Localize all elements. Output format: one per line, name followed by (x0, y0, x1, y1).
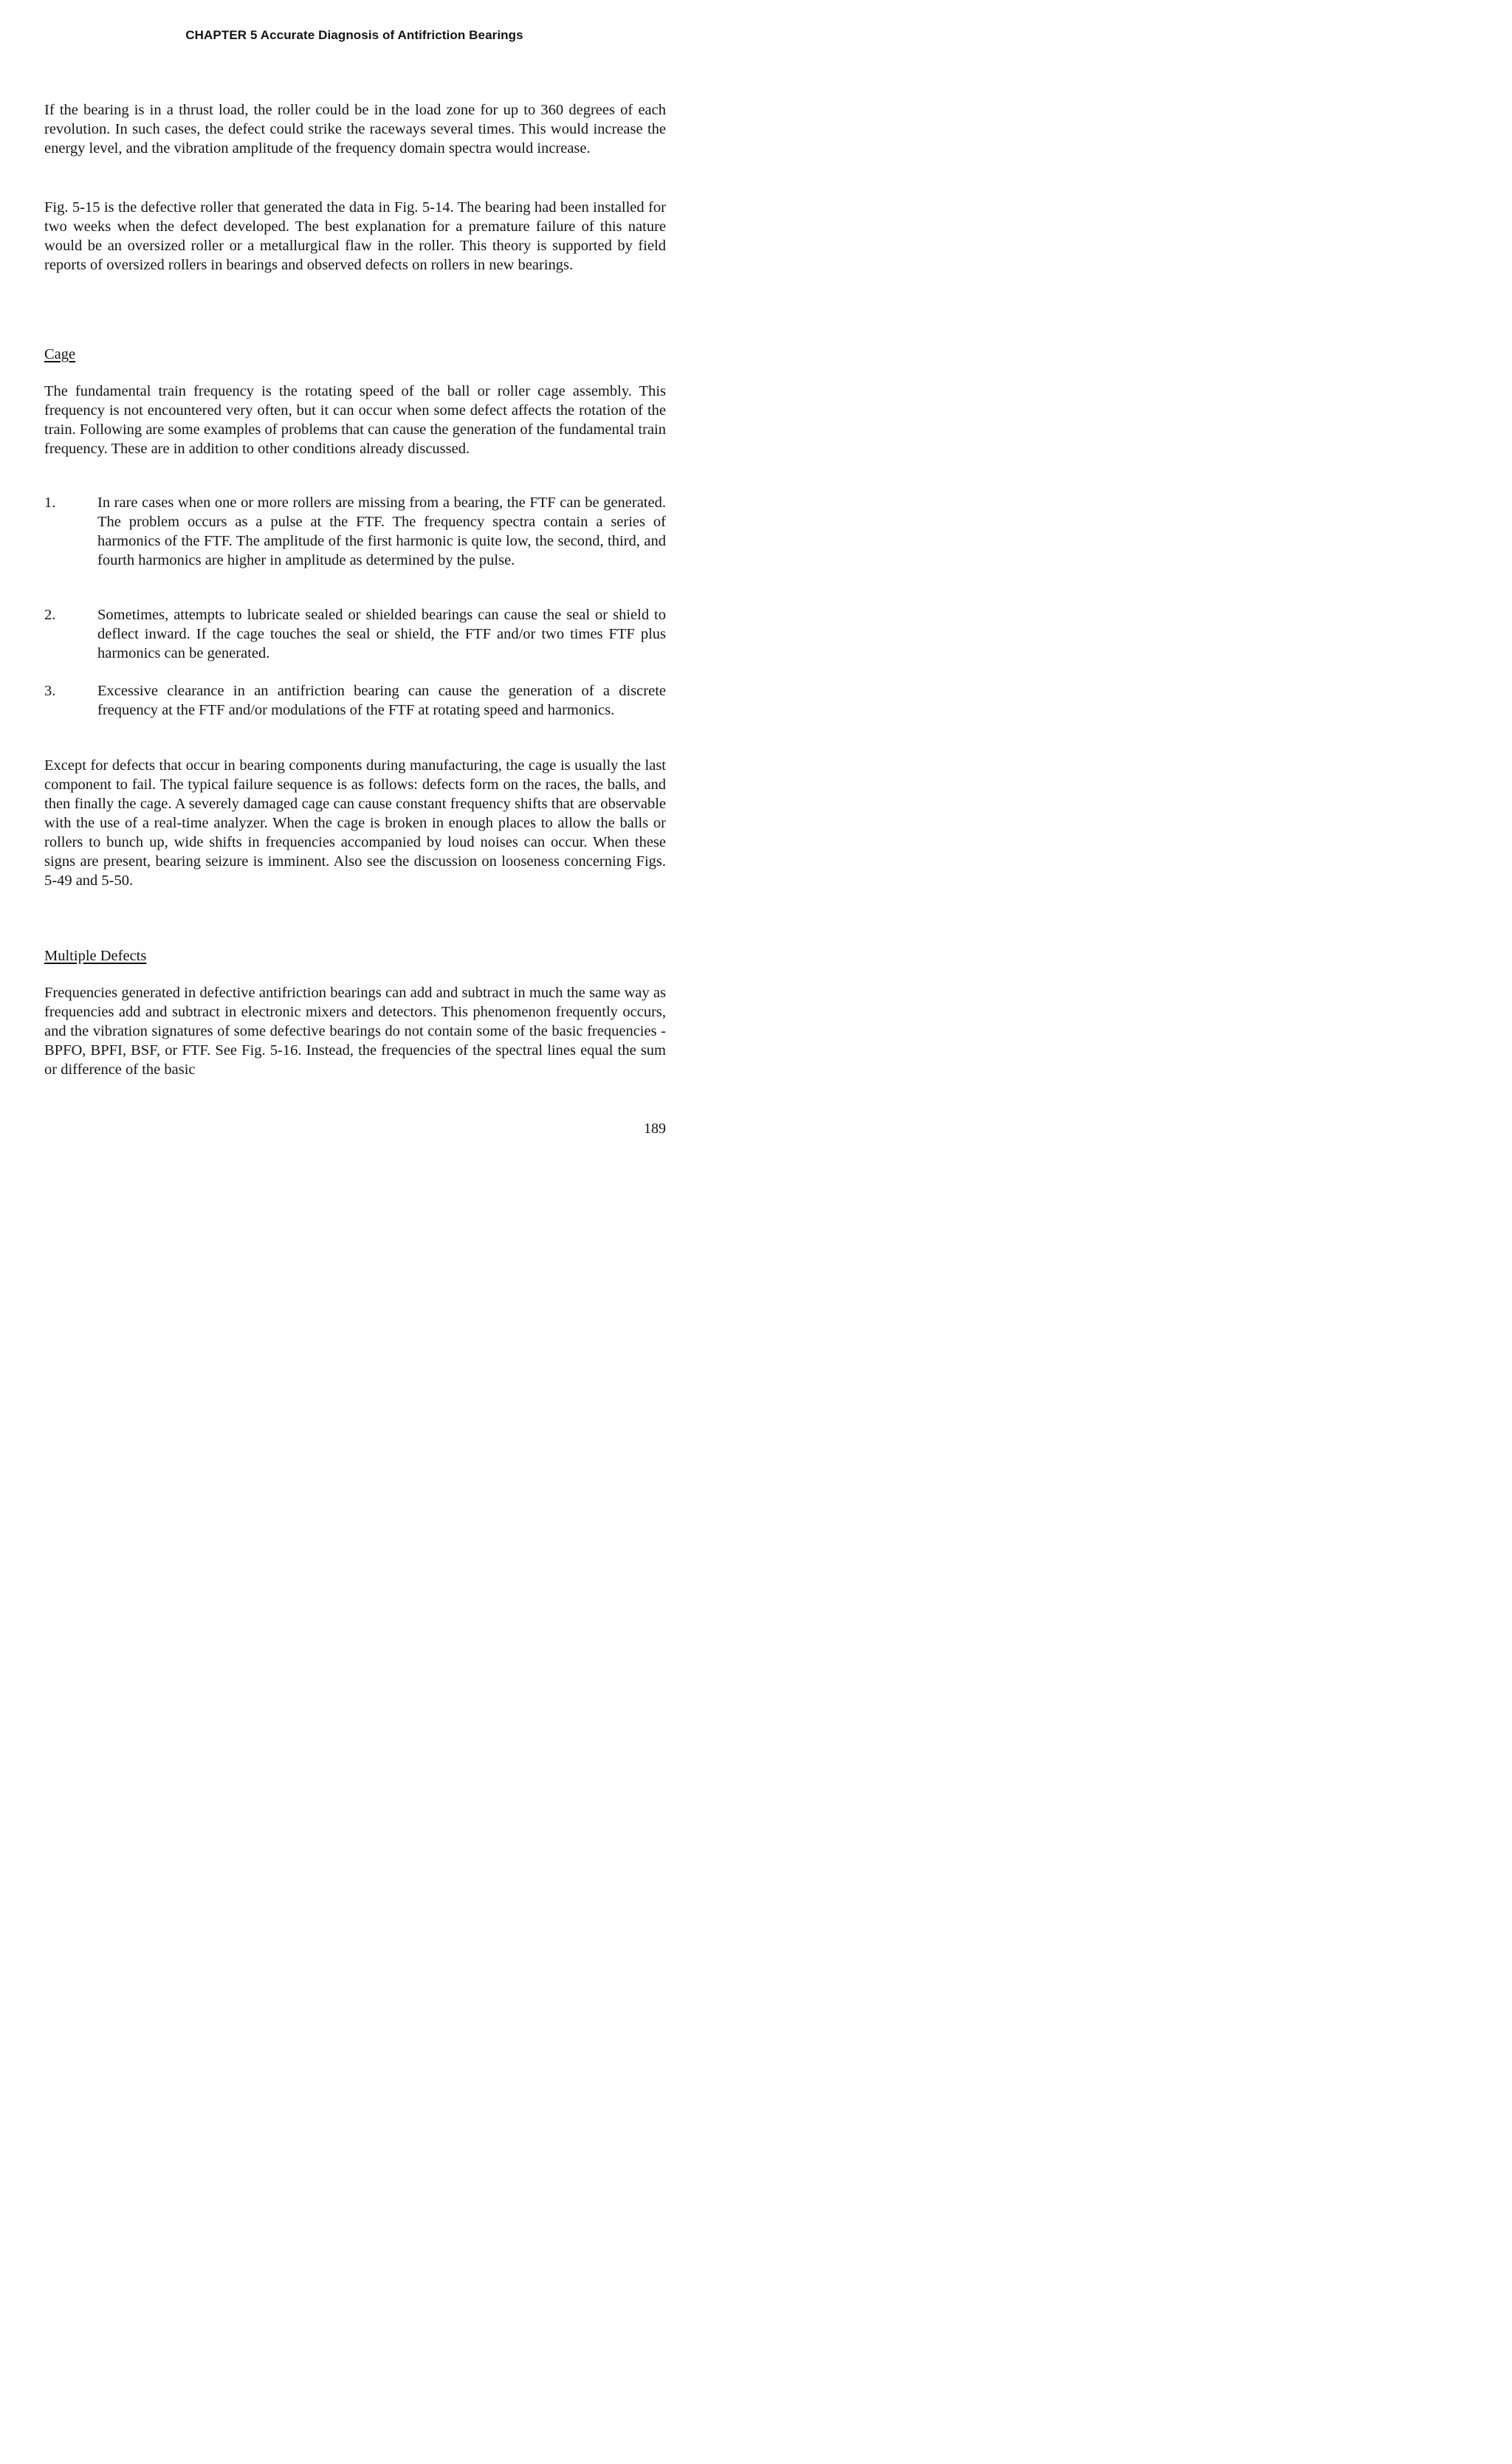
paragraph-defective-roller: Fig. 5-15 is the defective roller that generated the data in Fig. 5-14. The bearing had been installed for two weeks when the defect developed. The best explanation for a premature failure of this nature would be an oversized roller or a metallurgical flaw in the roller. This theory is supported by field reports of oversized rollers in bearings and observed defects on rollers in new bearings. (44, 199, 666, 273)
list-item (44, 493, 666, 570)
list-item-number: 1. (44, 495, 56, 511)
running-header: CHAPTER 5 Accurate Diagnosis of Antifriction Bearings (185, 28, 523, 42)
list-item (44, 605, 666, 663)
paragraph-cage-intro: The fundamental train frequency is the rotating speed of the ball or roller cage assembly. This frequency is not encountered very often, but it can occur when some defect affects the rotation of the train. Following are some examples of problems that can cause the generation of the fundamental train frequency. These are in addition to other conditions already discussed. (44, 383, 666, 457)
paragraph-multiple-defects: Frequencies generated in defective antifriction bearings can add and subtract in much the same way as frequencies add and subtract in electronic mixers and detectors. This phenomenon frequently occurs, and the vibration signatures of some defective bearings do not contain some of the basic frequencies - BPFO, BPFI, BSF, or FTF. See Fig. 5-16. Instead, the frequencies of the spectral lines equal the sum or difference of the basic (44, 985, 666, 1078)
paragraph-cage-failure: Except for defects that occur in bearing components during manufacturing, the cage is usually the last component to fail. The typical failure sequence is as follows: defects form on the races, the balls, and then finally the cage. A severely damaged cage can cause constant frequency shifts that are observable with the use of a real-time analyzer. When the cage is broken in enough places to allow the balls or rollers to bunch up, wide shifts in frequencies accompanied by loud noises can occur. When these signs are present, bearing seizure is imminent. Also see the discussion on looseness concerning Figs. 5-49 and 5-50. (44, 757, 666, 889)
paragraph-thrust-load: If the bearing is in a thrust load, the roller could be in the load zone for up to 360 degrees of each revolution. In such cases, the defect could strike the raceways several times. This would increase the energy level, and the vibration amplitude of the frequency domain spectra would increase. (44, 102, 666, 156)
document-page (0, 0, 709, 1154)
section-heading-cage: Cage (44, 346, 76, 362)
list-item-text: Excessive clearance in an antifriction bearing can cause the generation of a discrete frequency at the FTF and/or modulations of the FTF at rotating speed and harmonics. (97, 683, 666, 718)
list-item-text: Sometimes, attempts to lubricate sealed or shielded bearings can cause the seal or shield to deflect inward. If the cage touches the seal or shield, the FTF and/or two times FTF plus harmonics can be generated. (97, 607, 666, 661)
section-heading-multiple-defects: Multiple Defects (44, 948, 147, 964)
list-item-number: 2. (44, 607, 56, 623)
list-item-number: 3. (44, 683, 56, 699)
list-item-text: In rare cases when one or more rollers are missing from a bearing, the FTF can be generated. The problem occurs as a pulse at the FTF. The frequency spectra contain a series of harmonics of the FTF. The amplitude of the first harmonic is quite low, the second, third, and fourth harmonics are higher in amplitude as determined by the pulse. (97, 495, 666, 568)
page-number: 189 (644, 1121, 666, 1137)
list-item (44, 681, 666, 720)
